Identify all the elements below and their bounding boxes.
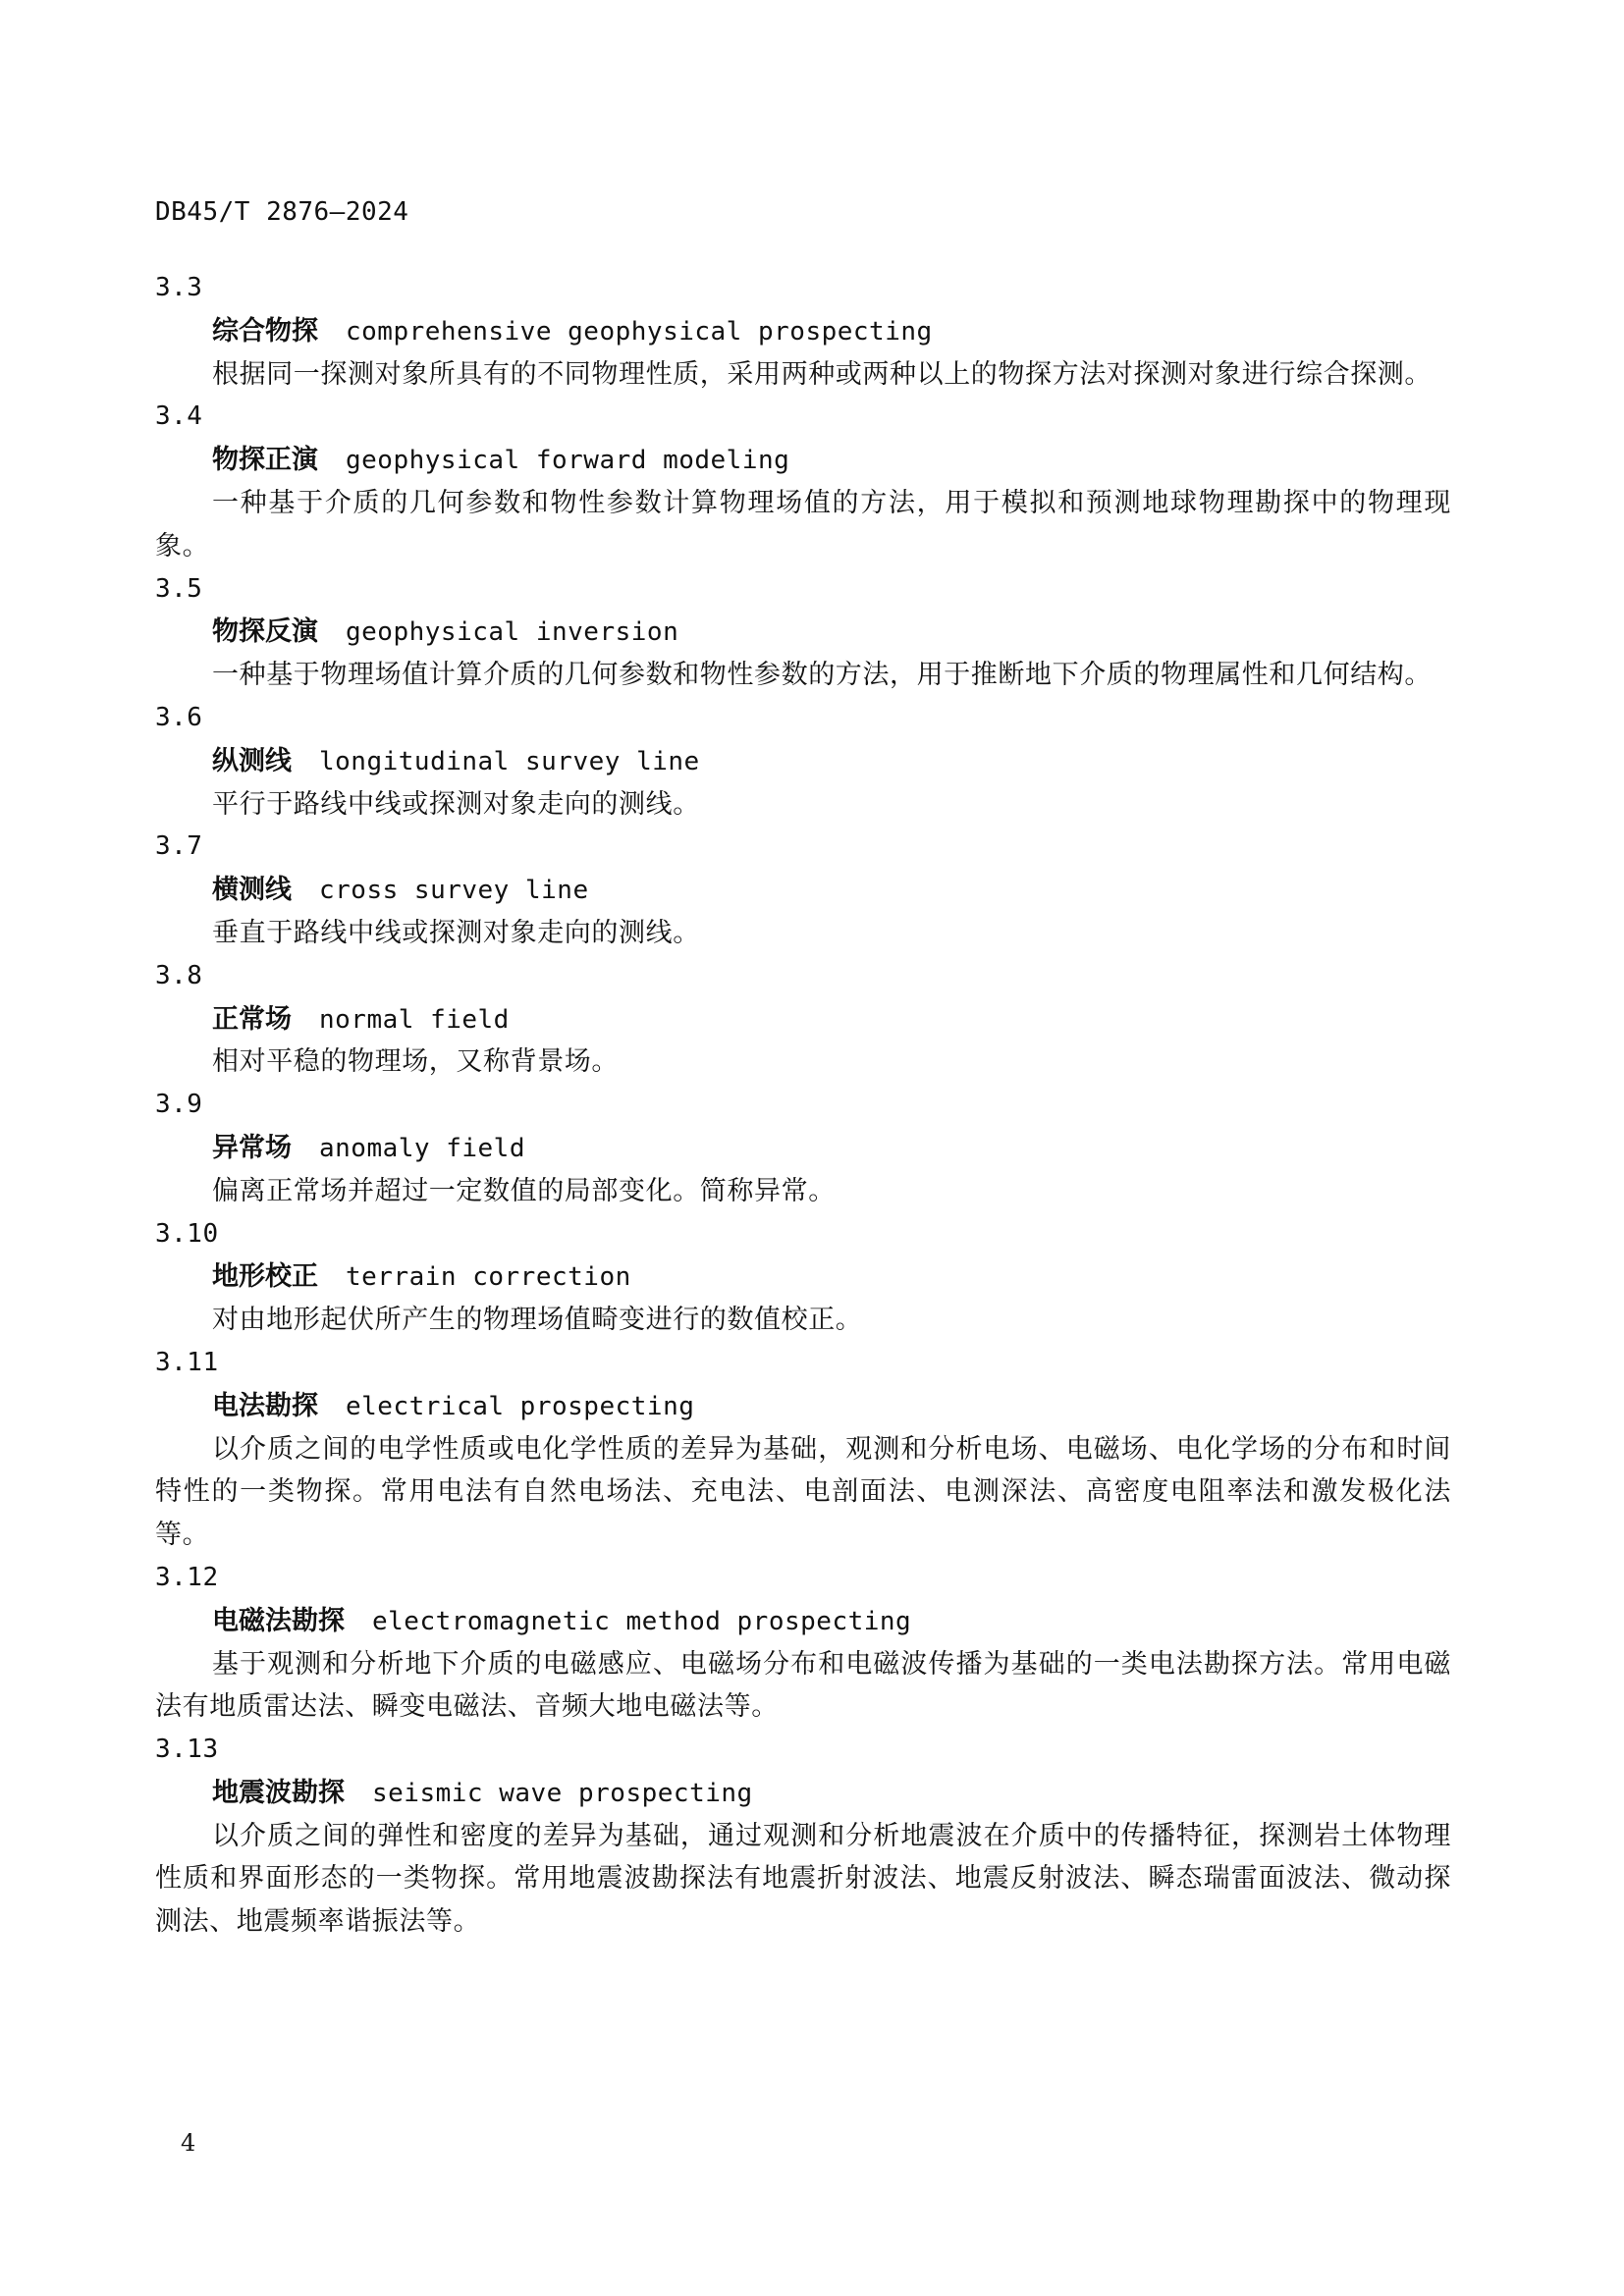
- term-chinese: 纵测线: [212, 745, 292, 776]
- term-definition: 以介质之间的电学性质或电化学性质的差异为基础，观测和分析电场、电磁场、电化学场的分布和时间特性的一类物探。常用电法有自然电场法、充电法、电剖面法、电测深法、高密度电阻率法和激发极化法等。: [155, 1433, 1451, 1551]
- term-heading: [155, 1255, 1451, 1299]
- term-heading: [155, 1772, 1451, 1815]
- term-definition: 垂直于路线中线或探测对象走向的测线。: [212, 917, 700, 948]
- term-entry: [155, 955, 1451, 1084]
- term-definition: 以介质之间的弹性和密度的差异为基础，通过观测和分析地震波在介质中的传播特征，探测岩土体物理性质和界面形态的一类物探。常用地震波勘探法有地震折射波法、地震反射波法、瞬态瑞雷面波法、微动探测法、地震频率谐振法等。: [155, 1820, 1451, 1938]
- term-english: electromagnetic method prospecting: [372, 1606, 912, 1636]
- term-definition: 相对平稳的物理场，又称背景场。: [212, 1046, 619, 1078]
- term-entry: [155, 1342, 1451, 1557]
- term-entry: [155, 1729, 1451, 1944]
- term-chinese: 横测线: [212, 875, 292, 906]
- clause-number: 3.7: [155, 831, 203, 862]
- term-definition: 平行于路线中线或探测对象走向的测线。: [212, 788, 700, 820]
- clause-number: 3.5: [155, 573, 203, 604]
- term-english: normal field: [319, 1004, 510, 1035]
- clause-number: 3.10: [155, 1218, 219, 1249]
- term-entry: [155, 568, 1451, 697]
- term-chinese: 综合物探: [212, 315, 318, 347]
- term-english: terrain correction: [346, 1262, 631, 1293]
- term-heading: [155, 611, 1451, 654]
- term-heading: [155, 310, 1451, 353]
- term-entry: [155, 1084, 1451, 1212]
- term-english: longitudinal survey line: [319, 746, 700, 776]
- page-number: 4: [181, 2129, 196, 2157]
- term-definition: 一种基于物理场值计算介质的几何参数和物性参数的方法，用于推断地下介质的物理属性和几何结构。: [212, 660, 1432, 691]
- clause-number: 3.6: [155, 702, 203, 732]
- term-definition: 基于观测和分析地下介质的电磁感应、电磁场分布和电磁波传播为基础的一类电法勘探方法。常用电磁法有地质雷达法、瞬变电磁法、音频大地电磁法等。: [155, 1648, 1451, 1723]
- term-chinese: 物探正演: [212, 445, 318, 476]
- term-english: electrical prospecting: [346, 1391, 695, 1421]
- term-definition: 一种基于介质的几何参数和物性参数计算物理场值的方法，用于模拟和预测地球物理勘探中的物理现象。: [155, 487, 1451, 561]
- term-heading: [155, 1127, 1451, 1170]
- terms-section: [155, 267, 1451, 1944]
- term-english: cross survey line: [319, 876, 589, 906]
- clause-number: 3.4: [155, 401, 203, 432]
- term-heading: [155, 1385, 1451, 1428]
- term-heading: [155, 740, 1451, 783]
- term-heading: [155, 439, 1451, 482]
- term-entry: [155, 396, 1451, 567]
- term-chinese: 正常场: [212, 1003, 292, 1035]
- term-english: geophysical inversion: [346, 617, 679, 648]
- document-code: DB45/T 2876—2024: [155, 197, 409, 227]
- clause-number: 3.9: [155, 1090, 203, 1120]
- term-chinese: 地形校正: [212, 1261, 318, 1293]
- clause-number: 3.11: [155, 1347, 219, 1377]
- term-heading: [155, 998, 1451, 1041]
- term-definition: 偏离正常场并超过一定数值的局部变化。简称异常。: [212, 1175, 836, 1206]
- term-entry: [155, 267, 1451, 396]
- term-english: seismic wave prospecting: [372, 1778, 753, 1808]
- term-chinese: 地震波勘探: [212, 1777, 345, 1808]
- clause-number: 3.8: [155, 960, 203, 990]
- clause-number: 3.12: [155, 1562, 219, 1592]
- term-entry: [155, 1213, 1451, 1342]
- clause-number: 3.3: [155, 273, 203, 302]
- term-heading: [155, 869, 1451, 912]
- term-chinese: 异常场: [212, 1132, 292, 1163]
- term-heading: [155, 1600, 1451, 1643]
- term-chinese: 物探反演: [212, 616, 318, 648]
- term-english: anomaly field: [319, 1133, 525, 1163]
- term-definition: 根据同一探测对象所具有的不同物理性质，采用两种或两种以上的物探方法对探测对象进行综合探测。: [212, 358, 1432, 390]
- term-entry: [155, 697, 1451, 826]
- term-chinese: 电磁法勘探: [212, 1605, 345, 1636]
- term-chinese: 电法勘探: [212, 1390, 318, 1421]
- term-english: geophysical forward modeling: [346, 446, 790, 476]
- term-definition: 对由地形起伏所产生的物理场值畸变进行的数值校正。: [212, 1305, 863, 1336]
- clause-number: 3.13: [155, 1735, 219, 1765]
- term-entry: [155, 826, 1451, 954]
- term-english: comprehensive geophysical prospecting: [346, 316, 933, 347]
- term-entry: [155, 1557, 1451, 1729]
